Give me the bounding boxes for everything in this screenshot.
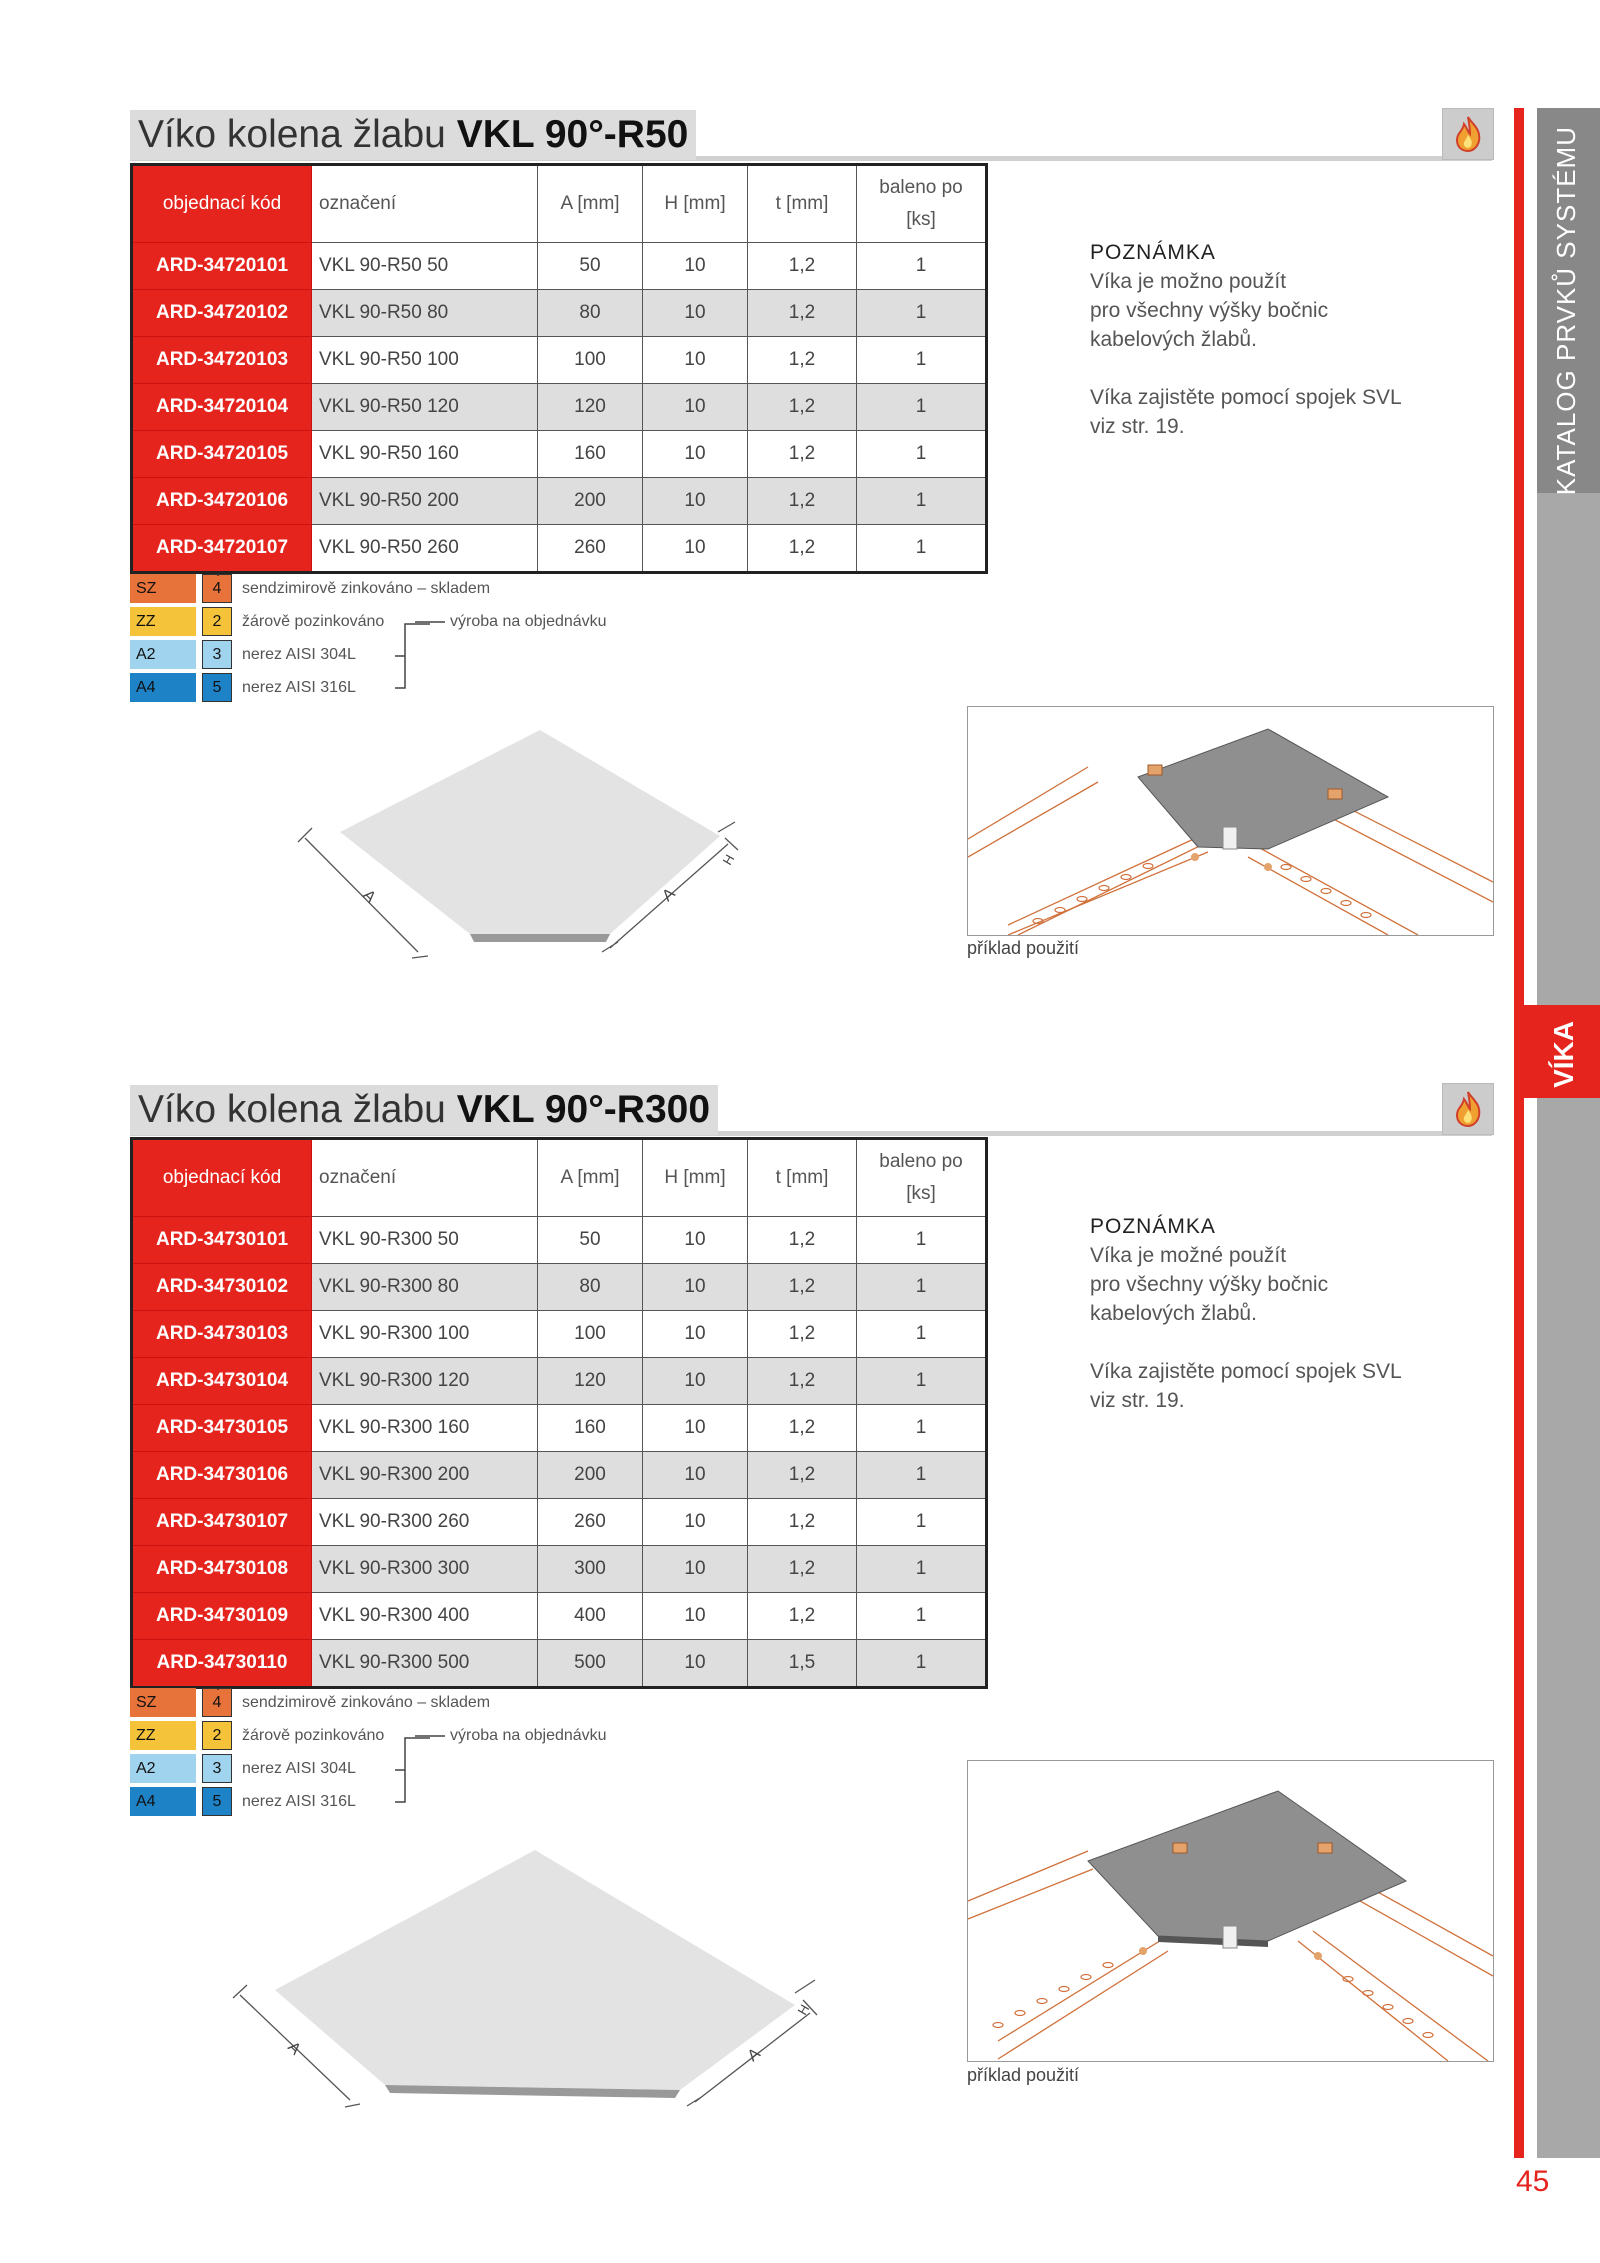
order-code-cell: ARD-34730108 [132, 1546, 312, 1593]
cell-t: 1,2 [748, 1405, 857, 1452]
cell-pack: 1 [857, 1264, 987, 1311]
legend-text: sendzimirově zinkováno – skladem [242, 580, 491, 597]
cell-pack: 1 [857, 1499, 987, 1546]
cell-t: 1,2 [748, 478, 857, 525]
designation-cell: VKL 90-R50 120 [312, 384, 538, 431]
fire-icon [1442, 1083, 1494, 1135]
table-row [132, 1405, 987, 1452]
cell-h: 10 [643, 290, 748, 337]
order-code-cell: ARD-34730105 [132, 1405, 312, 1452]
cell-t: 1,2 [748, 1264, 857, 1311]
cell-t: 1,2 [748, 1217, 857, 1264]
header-cell: t [mm] [748, 1139, 857, 1217]
header-cell: označení [312, 1139, 538, 1217]
order-code-cell: ARD-34730107 [132, 1499, 312, 1546]
header-cell: H [mm] [643, 1139, 748, 1217]
designation-cell: VKL 90-R300 80 [312, 1264, 538, 1311]
table-row [132, 525, 987, 573]
designation-cell: VKL 90-R50 200 [312, 478, 538, 525]
cell-a: 200 [538, 478, 643, 525]
legend-code: A2 [130, 1754, 196, 1783]
cell-t: 1,2 [748, 290, 857, 337]
cell-a: 50 [538, 1217, 643, 1264]
table-header-row [132, 165, 987, 243]
designation-cell: VKL 90-R50 50 [312, 243, 538, 290]
header-cell: objednací kód [132, 1139, 312, 1217]
cell-a: 120 [538, 1358, 643, 1405]
designation-cell: VKL 90-R300 120 [312, 1358, 538, 1405]
note-line: viz str. 19. [1090, 1389, 1185, 1412]
order-code-cell: ARD-34720105 [132, 431, 312, 478]
section-title [130, 1085, 718, 1135]
product-table [130, 163, 988, 574]
cell-pack: 1 [857, 1593, 987, 1640]
cell-t: 1,2 [748, 1358, 857, 1405]
order-code-cell: ARD-34730104 [132, 1358, 312, 1405]
cell-t: 1,2 [748, 1593, 857, 1640]
fire-icon [1442, 108, 1494, 160]
cell-a: 400 [538, 1593, 643, 1640]
cell-t: 1,2 [748, 431, 857, 478]
table-row [132, 384, 987, 431]
cell-h: 10 [643, 1593, 748, 1640]
order-code-cell: ARD-34730102 [132, 1264, 312, 1311]
table-row [132, 1593, 987, 1640]
cell-pack: 1 [857, 290, 987, 337]
designation-cell: VKL 90-R300 400 [312, 1593, 538, 1640]
order-code-cell: ARD-34730103 [132, 1311, 312, 1358]
table-row [132, 243, 987, 290]
cell-h: 10 [643, 1499, 748, 1546]
legend-text: nerez AISI 316L [242, 679, 356, 696]
order-code-cell: ARD-34730110 [132, 1640, 312, 1688]
note-line: Víka zajistěte pomocí spojek SVL [1090, 386, 1402, 409]
legend-num: 4 [202, 1688, 232, 1717]
designation-cell: VKL 90-R50 80 [312, 290, 538, 337]
cell-pack: 1 [857, 337, 987, 384]
legend-bracket-text: výroba na objednávku [450, 613, 607, 630]
sidebar-section-tab [1524, 1005, 1600, 1098]
cell-a: 160 [538, 1405, 643, 1452]
dim-label-a: A [744, 2045, 764, 2066]
legend-code: A4 [130, 1787, 196, 1816]
legend-text: sendzimirově zinkováno – skladem [242, 1694, 491, 1711]
table-row [132, 1640, 987, 1688]
cell-t: 1,2 [748, 243, 857, 290]
usage-example-image [967, 1760, 1494, 2062]
header-cell: baleno po [ks] [857, 1139, 987, 1217]
legend-bracket-lines [130, 574, 630, 706]
figure-caption: příklad použití [967, 938, 1080, 958]
cell-h: 10 [643, 478, 748, 525]
cell-pack: 1 [857, 243, 987, 290]
cell-a: 100 [538, 337, 643, 384]
cell-a: 80 [538, 1264, 643, 1311]
table-row [132, 1499, 987, 1546]
cell-pack: 1 [857, 478, 987, 525]
dim-label-a: A [659, 885, 679, 905]
note-line: viz str. 19. [1090, 415, 1185, 438]
cell-h: 10 [643, 384, 748, 431]
cell-t: 1,5 [748, 1640, 857, 1688]
note-title: POZNÁMKA [1090, 1215, 1216, 1238]
table-row [132, 478, 987, 525]
order-code-cell: ARD-34720104 [132, 384, 312, 431]
sidebar-section-label: VÍKA [1548, 1021, 1579, 1088]
table-row [132, 1452, 987, 1499]
header-cell: objednací kód [132, 165, 312, 243]
cell-pack: 1 [857, 1358, 987, 1405]
cell-h: 10 [643, 1452, 748, 1499]
table-row [132, 1217, 987, 1264]
lid-drawing [290, 720, 770, 970]
cell-a: 300 [538, 1546, 643, 1593]
legend-code: SZ [130, 1688, 196, 1717]
section-title-light: Víko kolena žlabu [138, 1088, 457, 1131]
table-row [132, 1311, 987, 1358]
cell-a: 260 [538, 525, 643, 573]
section-title-light: Víko kolena žlabu [138, 113, 457, 156]
note-title: POZNÁMKA [1090, 241, 1216, 264]
cell-t: 1,2 [748, 337, 857, 384]
cell-h: 10 [643, 1405, 748, 1452]
cell-pack: 1 [857, 431, 987, 478]
header-cell: A [mm] [538, 165, 643, 243]
table-header-row [132, 1139, 987, 1217]
figure-caption: příklad použití [967, 2065, 1080, 2085]
designation-cell: VKL 90-R50 160 [312, 431, 538, 478]
cell-pack: 1 [857, 384, 987, 431]
legend-code: ZZ [130, 607, 196, 636]
header-cell: H [mm] [643, 165, 748, 243]
legend-code: A2 [130, 640, 196, 669]
header-cell: označení [312, 165, 538, 243]
note-block [1090, 238, 1402, 441]
legend-num: 3 [202, 640, 232, 669]
legend-num: 2 [202, 607, 232, 636]
order-code-cell: ARD-34730106 [132, 1452, 312, 1499]
header-cell: A [mm] [538, 1139, 643, 1217]
cell-a: 200 [538, 1452, 643, 1499]
sidebar-red-line [1514, 108, 1524, 2158]
legend-bracket-text: výroba na objednávku [450, 1727, 607, 1744]
table-row [132, 1358, 987, 1405]
dim-label-a: A [359, 886, 379, 907]
cell-h: 10 [643, 1546, 748, 1593]
material-legend [130, 574, 630, 706]
legend-code: SZ [130, 574, 196, 603]
note-line: kabelových žlabů. [1090, 1302, 1257, 1325]
legend-text: nerez AISI 304L [242, 1760, 356, 1777]
note-block [1090, 1212, 1402, 1415]
header-cell: baleno po [ks] [857, 165, 987, 243]
legend-num: 2 [202, 1721, 232, 1750]
cell-t: 1,2 [748, 384, 857, 431]
table-row [132, 1264, 987, 1311]
cell-h: 10 [643, 1358, 748, 1405]
order-code-cell: ARD-34730109 [132, 1593, 312, 1640]
designation-cell: VKL 90-R300 300 [312, 1546, 538, 1593]
cell-h: 10 [643, 1264, 748, 1311]
order-code-cell: ARD-34720102 [132, 290, 312, 337]
legend-code: A4 [130, 673, 196, 702]
cell-pack: 1 [857, 525, 987, 573]
cell-t: 1,2 [748, 1499, 857, 1546]
cell-pack: 1 [857, 1217, 987, 1264]
legend-text: nerez AISI 316L [242, 1793, 356, 1810]
legend-num: 3 [202, 1754, 232, 1783]
order-code-cell: ARD-34720106 [132, 478, 312, 525]
table-row [132, 290, 987, 337]
cell-pack: 1 [857, 1452, 987, 1499]
designation-cell: VKL 90-R300 100 [312, 1311, 538, 1358]
cell-a: 260 [538, 1499, 643, 1546]
cell-pack: 1 [857, 1405, 987, 1452]
note-spacer [1090, 354, 1402, 383]
legend-text: žárově pozinkováno [242, 1727, 385, 1744]
table-row [132, 431, 987, 478]
cell-h: 10 [643, 525, 748, 573]
cell-a: 500 [538, 1640, 643, 1688]
usage-example-image [967, 706, 1494, 936]
legend-code: ZZ [130, 1721, 196, 1750]
dim-label-h: H [794, 2001, 813, 2018]
cell-a: 50 [538, 243, 643, 290]
table-row [132, 1546, 987, 1593]
header-cell: t [mm] [748, 165, 857, 243]
cell-a: 160 [538, 431, 643, 478]
note-spacer [1090, 1328, 1402, 1357]
legend-num: 4 [202, 574, 232, 603]
order-code-cell: ARD-34720107 [132, 525, 312, 573]
designation-cell: VKL 90-R50 260 [312, 525, 538, 573]
legend-num: 5 [202, 1787, 232, 1816]
cell-pack: 1 [857, 1311, 987, 1358]
designation-cell: VKL 90-R50 100 [312, 337, 538, 384]
legend-bracket-lines [130, 1688, 630, 1820]
product-table [130, 1137, 988, 1689]
cell-pack: 1 [857, 1546, 987, 1593]
sidebar-catalog-band [1537, 108, 1600, 496]
designation-cell: VKL 90-R300 160 [312, 1405, 538, 1452]
dim-label-h: H [719, 851, 738, 868]
legend-text: žárově pozinkováno [242, 613, 385, 630]
section-title [130, 110, 696, 160]
cell-h: 10 [643, 1640, 748, 1688]
cell-h: 10 [643, 243, 748, 290]
order-code-cell: ARD-34720103 [132, 337, 312, 384]
note-line: pro všechny výšky bočnic [1090, 1273, 1329, 1296]
note-line: kabelových žlabů. [1090, 328, 1257, 351]
cell-pack: 1 [857, 1640, 987, 1688]
cell-h: 10 [643, 1217, 748, 1264]
cell-h: 10 [643, 337, 748, 384]
order-code-cell: ARD-34720101 [132, 243, 312, 290]
lid-drawing [225, 1840, 845, 2110]
designation-cell: VKL 90-R300 50 [312, 1217, 538, 1264]
cell-t: 1,2 [748, 1452, 857, 1499]
page-number: 45 [1516, 2165, 1550, 2198]
material-legend [130, 1688, 630, 1820]
cell-t: 1,2 [748, 525, 857, 573]
designation-cell: VKL 90-R300 200 [312, 1452, 538, 1499]
cell-a: 80 [538, 290, 643, 337]
cell-h: 10 [643, 1311, 748, 1358]
legend-text: nerez AISI 304L [242, 646, 356, 663]
note-line: Víka je možno použít [1090, 270, 1287, 293]
section-title-bold: VKL 90°-R300 [456, 1088, 711, 1131]
cell-h: 10 [643, 431, 748, 478]
order-code-cell: ARD-34730101 [132, 1217, 312, 1264]
cell-a: 100 [538, 1311, 643, 1358]
sidebar-catalog-label: KATALOG PRVKŮ SYSTÉMU [1551, 126, 1581, 496]
table-row [132, 337, 987, 384]
note-line: Víka zajistěte pomocí spojek SVL [1090, 1360, 1402, 1383]
cell-a: 120 [538, 384, 643, 431]
dim-label-a: A [284, 2038, 304, 2059]
designation-cell: VKL 90-R300 260 [312, 1499, 538, 1546]
designation-cell: VKL 90-R300 500 [312, 1640, 538, 1688]
section-title-bold: VKL 90°-R50 [456, 113, 689, 156]
note-line: pro všechny výšky bočnic [1090, 299, 1329, 322]
note-line: Víka je možné použít [1090, 1244, 1287, 1267]
legend-num: 5 [202, 673, 232, 702]
cell-t: 1,2 [748, 1311, 857, 1358]
cell-t: 1,2 [748, 1546, 857, 1593]
